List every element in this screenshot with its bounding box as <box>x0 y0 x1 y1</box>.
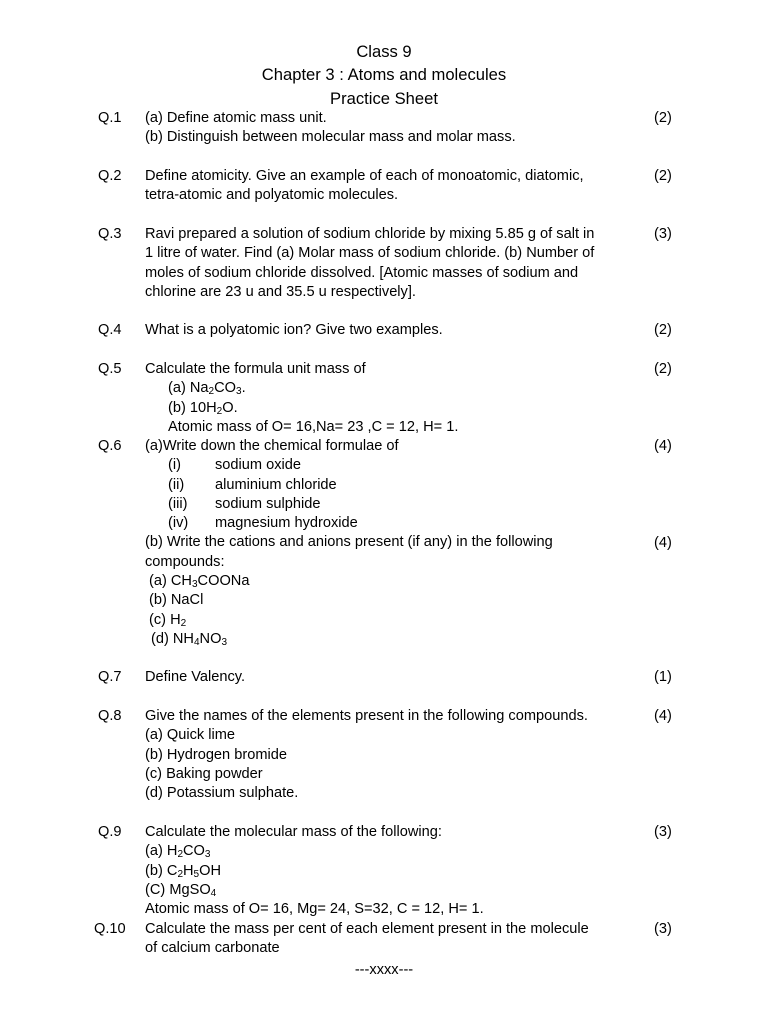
question-marks: (2) <box>654 110 672 126</box>
list-item: (i) sodium oxide <box>168 457 301 474</box>
formula-item: (a) $H_2CO_3$ <box>145 843 211 861</box>
question-text: Ravi prepared a solution of sodium chloride by mixing 5.85 g of salt in <box>145 226 595 242</box>
formula-item: (C) MgSO$_4$ <box>145 881 217 899</box>
question-number: Q.1 <box>98 110 122 126</box>
question-text: Calculate the mass per cent of each element present in the molecule <box>145 921 589 937</box>
question-text: Calculate the formula unit mass of <box>145 361 366 377</box>
question-marks: (4) <box>654 534 672 551</box>
list-item: (b) Hydrogen bromide <box>145 746 287 763</box>
list-item: (iii) sodium sulphide <box>168 495 321 512</box>
end-marker: ---xxxx--- <box>354 962 414 978</box>
formula-item: (a) $Na_2CO_3$. <box>168 380 246 398</box>
list-item: (ii) aluminium chloride <box>168 476 337 493</box>
question-text: moles of sodium chloride dissolved. [Atomic masses of sodium and <box>145 264 579 281</box>
question-number: Q.2 <box>98 168 122 184</box>
question-number: Q.10 <box>94 921 126 937</box>
formula-item: (d) $NH_4NO_3$ <box>151 630 227 648</box>
atomic-mass-note: Atomic mass of O= 16,Na= 23 ,C = 12, H= 1. <box>168 418 459 435</box>
sheet-title: Practice Sheet <box>330 88 438 108</box>
formula-item: (b) $C_2H_5OH$ <box>145 862 221 880</box>
formula-item: (b) $10H_2O$. <box>168 399 238 417</box>
formula-item: (c) $H_2$ <box>149 611 187 629</box>
question-marks: (3) <box>654 226 672 242</box>
question-text: compounds: <box>145 553 225 570</box>
formula-item: (a) $CH_3COONa$ <box>149 573 250 591</box>
formula-item: (b) NaCl <box>149 592 204 609</box>
question-text: (a) Define atomic mass unit. <box>145 110 327 126</box>
question-marks: (2) <box>654 168 672 184</box>
question-text: of calcium carbonate <box>145 940 280 957</box>
question-text: tetra-atomic and polyatomic molecules. <box>145 187 399 204</box>
question-text: Give the names of the elements present in the following compounds. <box>145 708 588 724</box>
class-title: Class 9 <box>356 42 412 61</box>
question-marks: (4) <box>654 438 672 454</box>
question-text: (b) Write the cations and anions present (if any) in the following <box>145 534 553 551</box>
question-marks: (1) <box>654 669 672 685</box>
question-number: Q.8 <box>98 708 122 724</box>
atomic-mass-note: Atomic mass of O= 16, Mg= 24, S=32, C = 12, H= 1. <box>145 901 484 918</box>
question-text: Define Valency. <box>145 669 246 685</box>
list-item: (d) Potassium sulphate. <box>145 785 299 802</box>
question-marks: (2) <box>654 361 672 377</box>
list-item: (c) Baking powder <box>145 765 263 782</box>
question-text: chlorine are 23 u and 35.5 u respectively]. <box>145 283 416 300</box>
question-number: Q.9 <box>98 824 122 840</box>
question-number: Q.6 <box>98 438 122 454</box>
question-marks: (3) <box>654 824 672 840</box>
question-text: Calculate the molecular mass of the following: <box>145 824 442 840</box>
question-text: (b) Distinguish between molecular mass and molar mass. <box>145 129 516 146</box>
question-text: What is a polyatomic ion? Give two examples. <box>145 322 443 338</box>
question-number: Q.3 <box>98 226 122 242</box>
question-text: 1 litre of water. Find (a) Molar mass of sodium chloride. (b) Number of <box>145 245 595 262</box>
question-marks: (2) <box>654 322 672 338</box>
worksheet-header <box>0 40 768 110</box>
list-item: (a) Quick lime <box>145 727 236 744</box>
question-number: Q.4 <box>98 322 122 338</box>
question-number: Q.7 <box>98 669 122 685</box>
question-marks: (4) <box>654 708 672 724</box>
question-text: (a)Write down the chemical formulae of <box>145 438 399 454</box>
question-number: Q.5 <box>98 361 122 377</box>
list-item: (iv) magnesium hydroxide <box>168 515 358 532</box>
question-marks: (3) <box>654 921 672 937</box>
question-text: Define atomicity. Give an example of each of monoatomic, diatomic, <box>145 168 584 184</box>
chapter-title: Chapter 3 : Atoms and molecules <box>261 65 507 85</box>
